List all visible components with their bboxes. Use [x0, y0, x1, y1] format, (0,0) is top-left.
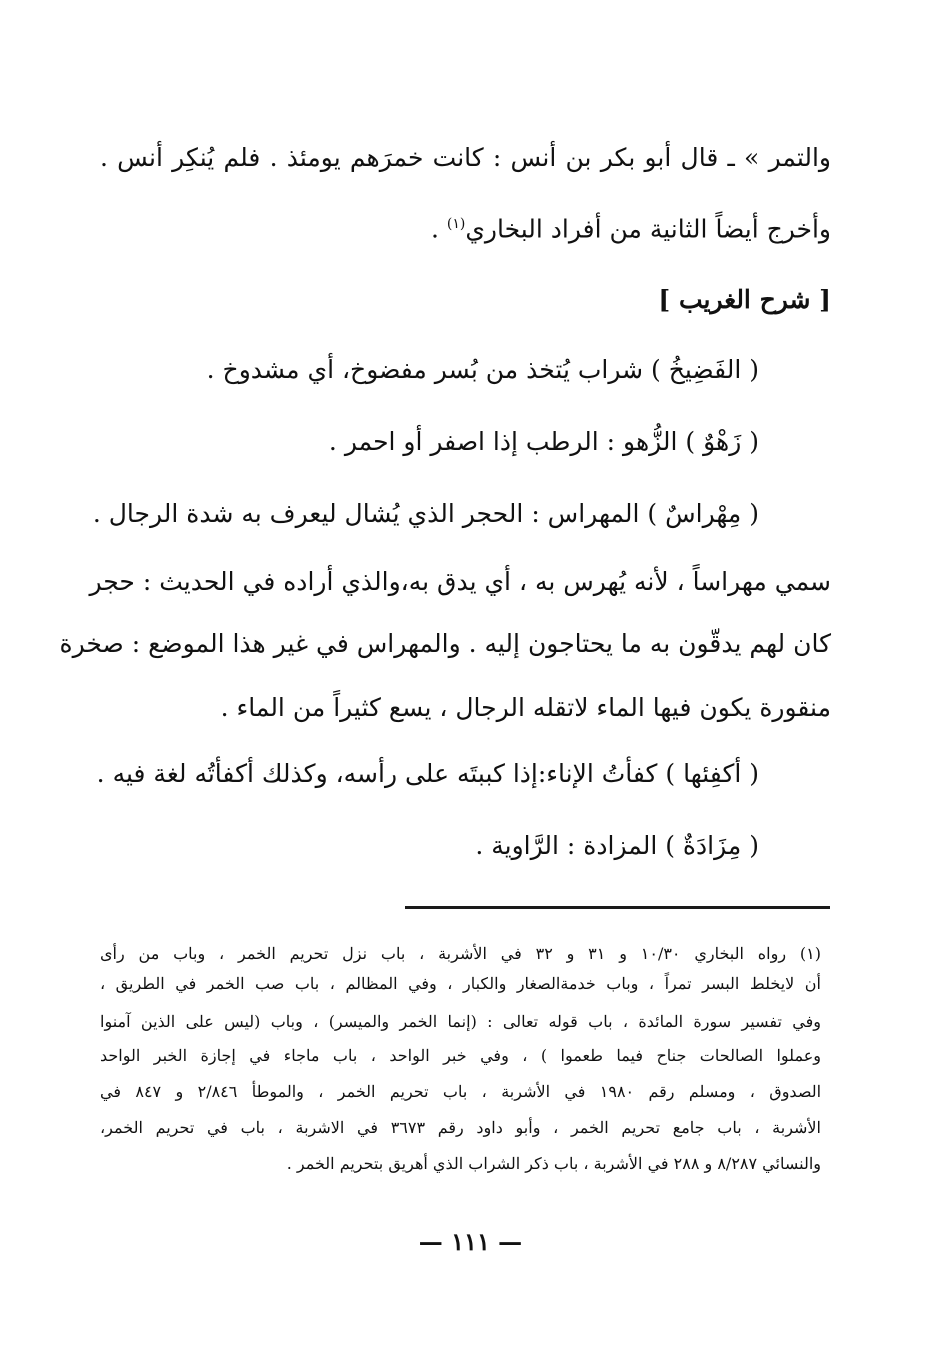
footnote-reference: (١) — [446, 216, 466, 232]
footnote-line-3: وفي تفسير سورة المائدة ، باب قوله تعالى : (إنما الخمر والميسر) ، وباب (ليس على الذين آمنوا — [100, 1012, 821, 1031]
body-line-mazada: ( مِزَادَةٌ ) المزادة : الرَّاوية . — [475, 831, 759, 860]
footnote-line-5: الصدوق ، ومسلم رقم ١٩٨٠ في الأشربة ، باب تحريم الخمر ، والموطأ ٢/٨٤٦ و ٨٤٧ في — [100, 1082, 822, 1101]
body-line-1: والتمر » ـ قال أبو بكر بن أنس : كانت خمرَهم يومئذ . فلم يُنكِر أنس . — [100, 143, 831, 172]
footnote-line-7: والنسائي ٨/٢٨٧ و ٢٨٨ في الأشربة ، باب ذكر الشراب الذي أهريق بتحريم الخمر . — [286, 1154, 821, 1173]
footnote-line-1: (١) رواه البخاري ١٠/٣٠ و ٣١ و ٣٢ في الأشربة ، باب نزل تحريم الخمر ، وباب من رأى — [100, 944, 821, 963]
footnote-line-6: الأشربة ، باب جامع تحريم الخمر ، وأبو داود رقم ٣٦٧٣ في الاشربة ، باب في تحريم الخمر، — [100, 1118, 821, 1137]
page-number: — ١١١ — — [418, 1227, 523, 1256]
body-line-mihras: ( مِهْراسٌ ) المهراس : الحجر الذي يُشال ليعرف به شدة الرجال . — [92, 499, 759, 528]
footnote-divider — [405, 906, 830, 909]
body-line-2-text: وأخرج أيضاً الثانية من أفراد البخاري — [465, 214, 831, 244]
body-line-zahw: ( زَهْوٌ ) الزُّهو : الرطب إذا اصفر أو احمر . — [328, 427, 759, 456]
footnote-line-2: أن لايخلط البسر تمراً ، وباب خدمةالصغار والكبار ، وفي المظالم ، باب صب الخمر في الطريق ، — [100, 974, 821, 993]
body-line-mihras-2: سمي مهراساً ، لأنه يُهرس به ، أي يدق به،والذي أراده في الحديث : حجر — [89, 567, 831, 596]
body-line-2 — [431, 206, 831, 247]
body-line-2-end: . — [430, 214, 447, 244]
body-line-akfiha: ( أكفِئها ) كفأتُ الإناء:إذا كببتَه على رأسه، وكذلك أكفأتُه لغة فيه . — [96, 759, 759, 788]
body-line-mihras-3: كان لهم يدقّون به ما يحتاجون إليه . والمهراس في غير هذا الموضع : صخرة — [59, 629, 831, 658]
body-line-mihras-4: منقورة يكون فيها الماء لاتقله الرجال ، يسع كثيراً من الماء . — [220, 693, 831, 722]
body-line-fadikh: ( الفَضِيخُ ) شراب يُتخذ من بُسر مفضوخ، أي مشدوخ . — [206, 355, 759, 384]
footnote-line-4: وعملوا الصالحات جناح فيما طعموا ) ، وفي خبر الواحد ، باب ماجاء في إجازة الخبر الواحد — [100, 1046, 821, 1065]
section-heading: [ شرح الغريب ] — [658, 285, 831, 314]
